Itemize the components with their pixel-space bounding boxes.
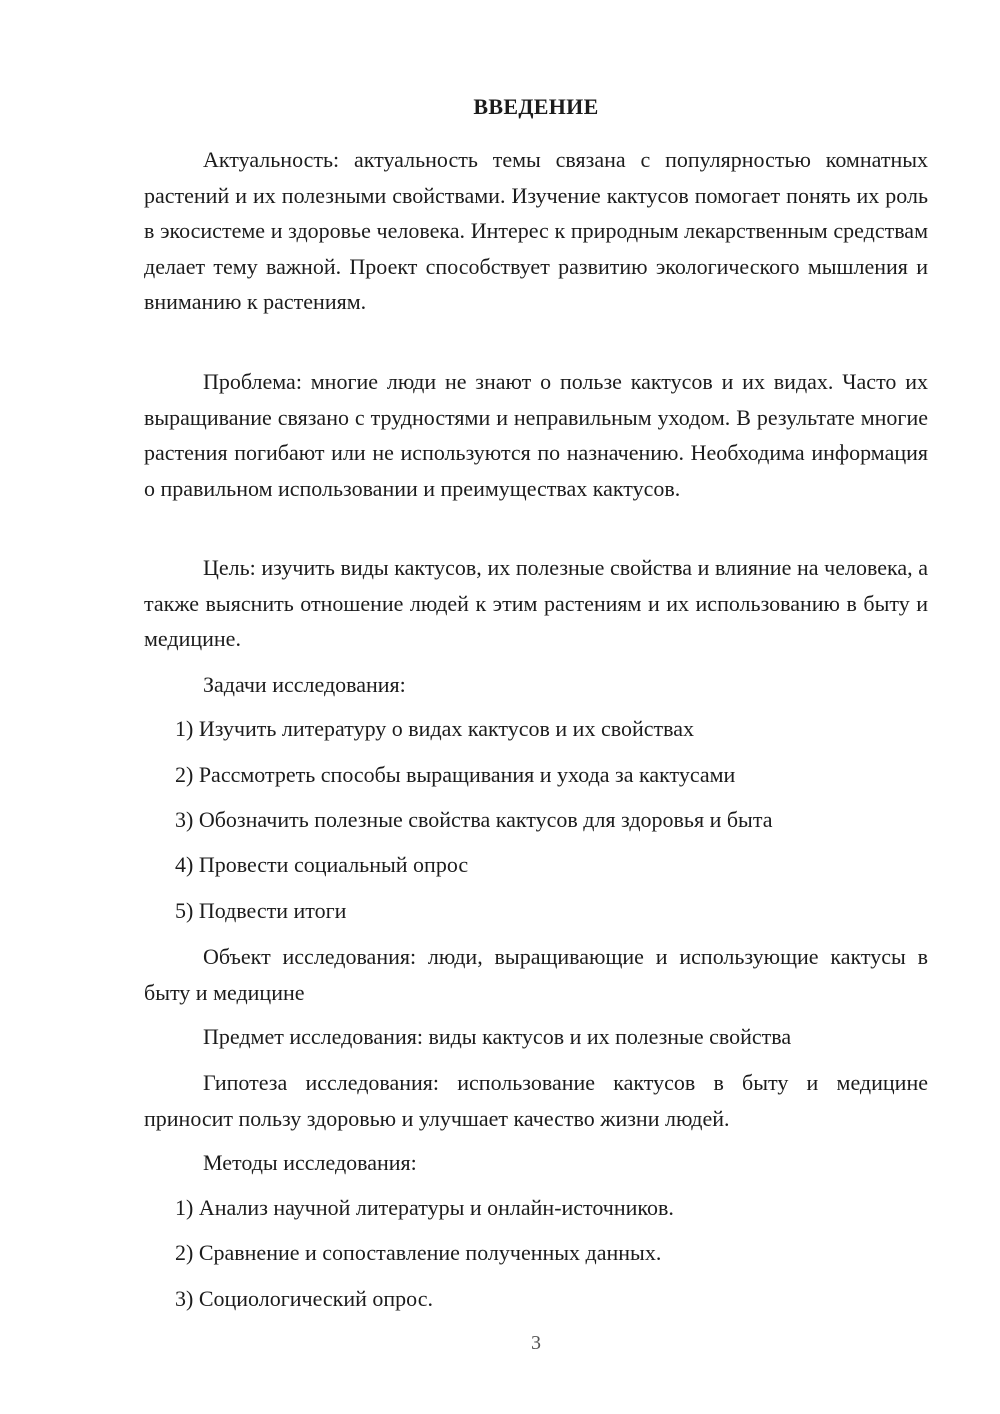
goal-paragraph: Цель: изучить виды кактусов, их полезные свойства и влияние на человека, а также выяснить отношение людей к этим растениям и их использованию в быту и медицине. [144,555,928,651]
task-item-1: 1) Изучить литературу о видах кактусов и их свойствах [175,716,694,741]
task-item-4: 4) Провести социальный опрос [175,852,469,877]
page-number: 3 [531,1332,541,1354]
task-item-2: 2) Рассмотреть способы выращивания и ухода за кактусами [175,762,736,787]
problem-paragraph: Проблема: многие люди не знают о пользе кактусов и их видах. Часто их выращивание связано с трудностями и неправильным уходом. В результате многие растения погибают или не используются по назначению. Необходима информация о правильном использовании и преимуществах кактусов. [144,369,928,501]
hypothesis-paragraph: Гипотеза исследования: использование кактусов в быту и медицине приносит пользу здоровью и улучшает качество жизни людей. [144,1070,928,1131]
tasks-heading: Задачи исследования: [203,672,406,697]
task-item-3: 3) Обозначить полезные свойства кактусов для здоровья и быта [175,807,773,832]
object-paragraph: Объект исследования: люди, выращивающие и использующие кактусы в быту и медицине [144,944,928,1005]
method-item-2: 2) Сравнение и сопоставление полученных данных. [175,1240,662,1265]
relevance-paragraph: Актуальность: актуальность темы связана с популярностью комнатных растений и их полезными свойствами. Изучение кактусов помогает понять их роль в экосистеме и здоровье человека. Интерес к природным лекарственным средствам делает тему важной. Проект способствует развитию экологического мышления и вниманию к растениям. [144,147,928,314]
page-title: ВВЕДЕНИЕ [473,94,599,119]
method-item-1: 1) Анализ научной литературы и онлайн-источников. [175,1195,674,1220]
task-item-5: 5) Подвести итоги [175,898,347,923]
method-item-3: 3) Социологический опрос. [175,1286,433,1311]
methods-heading: Методы исследования: [203,1150,417,1175]
subject-paragraph: Предмет исследования: виды кактусов и их полезные свойства [203,1024,792,1049]
